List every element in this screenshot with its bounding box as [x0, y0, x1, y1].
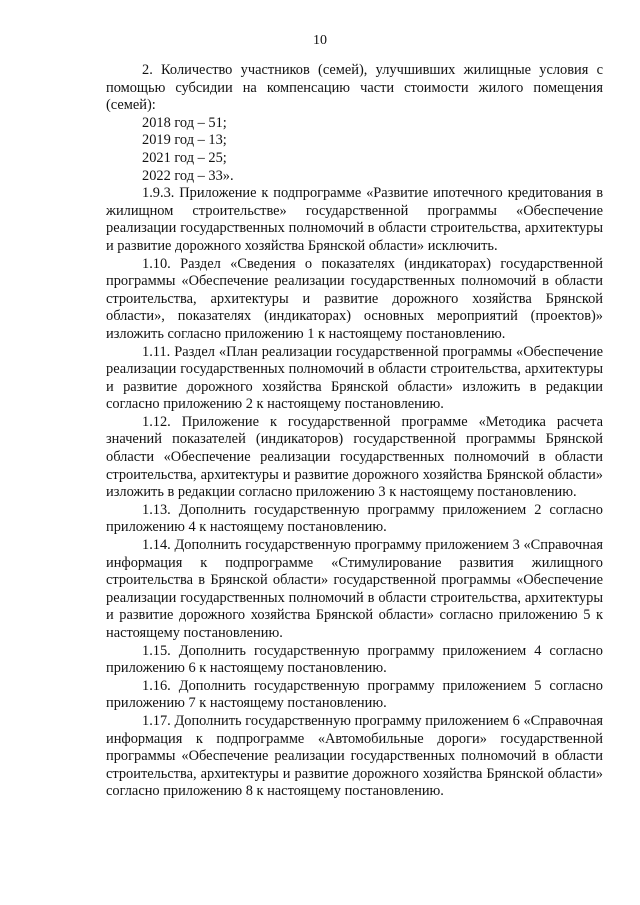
paragraph-1-17: 1.17. Дополнить государственную программу приложением 6 «Справочная информация к подпрограмме «Автомобильные дороги» государственной программы «Обеспечение реализации государственных полномочий в области строительства, архитектуры и развитие дорожного хозяйства Брянской области» согласно приложению 8 к настоящему постановлению. [106, 712, 603, 800]
year-list-item-2022: 2022 год – 33». [142, 167, 234, 184]
year-list-item-2018: 2018 год – 51; [142, 114, 227, 131]
paragraph-1-16: 1.16. Дополнить государственную программу приложением 5 согласно приложению 7 к настоящему постановлению. [106, 677, 603, 712]
paragraph-1-12: 1.12. Приложение к государственной программе «Методика расчета значений показателей (индикаторов) государственной программы Брянской области «Обеспечение реализации государственных полномочий в области строительства, архитектуры и развитие дорожного хозяйства Брянской области» изложить в редакции согласно приложению 3 к настоящему постановлению. [106, 413, 603, 501]
paragraph-1-11: 1.11. Раздел «План реализации государственной программы «Обеспечение реализации государственных полномочий в области строительства, архитектуры и развитие дорожного хозяйства Брянской области» изложить в редакции согласно приложению 2 к настоящему постановлению. [106, 343, 603, 413]
paragraph-1-13: 1.13. Дополнить государственную программу приложением 2 согласно приложению 4 к настоящему постановлению. [106, 501, 603, 536]
paragraph-1-10: 1.10. Раздел «Сведения о показателях (индикаторах) государственной программы «Обеспечение реализации государственных полномочий в области строительства, архитектуры и развитие дорожного хозяйства Брянской области», показателях (индикаторах) основных мероприятий (проектов)» изложить согласно приложению 1 к настоящему постановлению. [106, 255, 603, 342]
paragraph-1-14: 1.14. Дополнить государственную программу приложением 3 «Справочная информация к подпрограмме «Стимулирование развития жилищного строительства в Брянской области» государственной программы «Обеспечение реализации государственных полномочий в области строительства, архитектуры и развитие дорожного хозяйства Брянской области» согласно приложению 5 к настоящему постановлению. [106, 537, 603, 641]
page-number: 10 [313, 33, 327, 48]
year-list-item-2021: 2021 год – 25; [142, 149, 227, 166]
paragraph-2-participants: 2. Количество участников (семей), улучшивших жилищные условия с помощью субсидии на компенсацию части стоимости жилого помещения (семей): [106, 62, 603, 114]
document-body [106, 62, 603, 801]
paragraph-1-15: 1.15. Дополнить государственную программу приложением 4 согласно приложению 6 к настоящему постановлению. [106, 642, 603, 677]
year-list-item-2019: 2019 год – 13; [142, 132, 227, 149]
paragraph-1-9-3: 1.9.3. Приложение к подпрограмме «Развитие ипотечного кредитования в жилищном строительстве» государственной программы «Обеспечение реализации государственных полномочий в области строительства, архитектуры и развитие дорожного хозяйства Брянской области» исключить. [106, 185, 603, 254]
